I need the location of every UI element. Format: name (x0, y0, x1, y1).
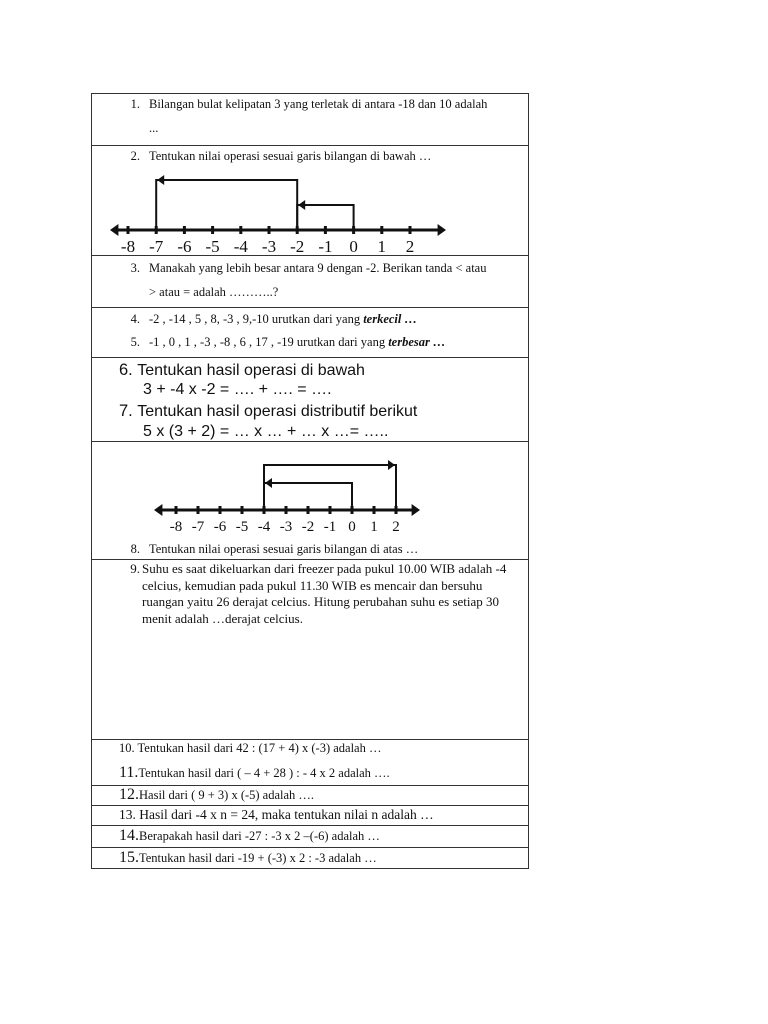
tick-label: 0 (349, 237, 358, 254)
question-10 (119, 740, 381, 756)
question-2 (116, 148, 431, 164)
operation-arrowhead (157, 175, 164, 185)
question-row-14 (91, 825, 529, 847)
question-12 (119, 787, 314, 803)
question-4 (116, 311, 417, 327)
axis-arrow-left (154, 504, 162, 516)
number-line-diagram-2 (150, 457, 425, 539)
question-9-number: 9. (130, 561, 140, 576)
tick-label: -7 (149, 237, 164, 254)
number-line-diagram-1 (106, 172, 451, 254)
question-text: Tentukan nilai operasi sesuai garis bilangan di atas … (149, 542, 419, 556)
question-number: 1. (130, 97, 140, 111)
question-1 (116, 96, 487, 112)
question-5 (116, 334, 446, 350)
axis-arrow-right (412, 504, 420, 516)
axis-arrow-right (438, 224, 446, 236)
question-text: Berapakah hasil dari -27 : -3 x 2 –(-6) adalah … (139, 829, 380, 843)
tick-label: 1 (370, 519, 378, 535)
question-number: 14. (119, 827, 139, 844)
question-row-15 (91, 847, 529, 869)
tick-label: -1 (318, 237, 333, 254)
question-emphasis: terkecil … (363, 312, 418, 326)
tick-label: -8 (120, 237, 136, 254)
question-emphasis: terbesar … (388, 335, 446, 349)
question-text: Manakah yang lebih besar antara 9 dengan -2. Berikan tanda < atau (149, 261, 487, 275)
question-9-text: Suhu es saat dikeluarkan dari freezer pada pukul 10.00 WIB adalah -4 celcius, kemudian pada pukul 11.30 WIB es mencair dan bersuhu ruangan yaitu 26 derajat celcius. Hitung perubahan suhu es setiap 30 menit adalah …derajat celcius. (142, 561, 507, 626)
tick-label: -6 (213, 519, 227, 535)
question-11 (119, 765, 390, 781)
question-text: -1 , 0 , 1 , -3 , -8 , 6 , 17 , -19 urutkan dari yang (149, 335, 389, 349)
question-text: -2 , -14 , 5 , 8, -3 , 9,-10 urutkan dari yang (149, 312, 364, 326)
question-text: Tentukan hasil dari -19 + (-3) x 2 : -3 adalah … (139, 851, 377, 865)
question-7-expression: 5 x (3 + 2) = … x … + … x …= ….. (143, 423, 389, 440)
tick-label: 2 (392, 519, 400, 535)
question-13 (119, 807, 434, 823)
operation-arrowhead (298, 200, 305, 210)
tick-label: 2 (405, 237, 415, 254)
question-6 (119, 360, 365, 381)
question-row-3 (91, 255, 529, 307)
tick-label: -3 (279, 519, 293, 535)
operation-arrowhead (265, 478, 272, 488)
question-number: 4. (130, 312, 140, 326)
tick-label: 0 (348, 519, 356, 535)
question-number: 10. (119, 741, 135, 755)
tick-label: -2 (301, 519, 315, 535)
question-text: Tentukan hasil operasi distributif berikut (137, 403, 418, 420)
question-number: 2. (130, 149, 140, 163)
tick-label: -5 (235, 519, 249, 535)
question-1-continuation: ... (149, 121, 159, 135)
question-3-continuation: > atau = adalah ………..? (149, 285, 279, 299)
question-row-8 (91, 441, 529, 559)
question-number: 11. (119, 764, 139, 781)
question-row-1 (91, 93, 529, 145)
worksheet-table (91, 93, 529, 869)
question-6-expression: 3 + -4 x -2 = …. + …. = …. (143, 381, 332, 398)
question-number: 15. (119, 849, 139, 866)
question-row-12 (91, 785, 529, 805)
question-row-2 (91, 145, 529, 255)
tick-label: -5 (205, 237, 220, 254)
question-row-13 (91, 805, 529, 825)
question-number: 3. (130, 261, 140, 275)
question-number: 7. (119, 402, 133, 420)
question-text: Tentukan hasil dari ( – 4 + 28 ) : - 4 x 2 adalah …. (138, 766, 390, 780)
tick-label: -7 (191, 519, 205, 535)
question-row-9 (91, 559, 529, 739)
operation-arrow (264, 483, 352, 510)
question-text: Hasil dari ( 9 + 3) x (-5) adalah …. (139, 788, 315, 802)
question-text: Bilangan bulat kelipatan 3 yang terletak di antara -18 dan 10 adalah (149, 97, 488, 111)
question-text: Tentukan hasil operasi di bawah (137, 362, 365, 379)
question-text: Hasil dari -4 x n = 24, maka tentukan nilai n adalah … (139, 807, 434, 822)
question-row-10-11 (91, 739, 529, 785)
question-row-4-5 (91, 307, 529, 357)
question-7 (119, 401, 417, 422)
tick-label: 1 (377, 237, 387, 254)
operation-arrow (264, 465, 396, 510)
operation-arrowhead (388, 460, 395, 470)
axis-arrow-left (110, 224, 118, 236)
tick-label: -3 (261, 237, 277, 254)
tick-label: -2 (290, 237, 305, 254)
tick-label: -8 (169, 519, 183, 535)
question-3 (116, 260, 486, 276)
question-number: 6. (119, 361, 133, 379)
question-14 (119, 828, 380, 844)
operation-arrow (156, 180, 297, 230)
tick-label: -1 (323, 519, 337, 535)
tick-label: -4 (257, 519, 271, 535)
question-number: 8. (130, 542, 140, 556)
tick-label: -6 (177, 237, 192, 254)
tick-label: -4 (233, 237, 248, 254)
question-text: Tentukan hasil dari 42 : (17 + 4) x (-3) adalah … (137, 741, 382, 755)
question-number: 5. (130, 335, 140, 349)
question-15 (119, 850, 377, 866)
question-row-6-7 (91, 357, 529, 441)
question-number: 13. (119, 807, 136, 822)
question-8 (116, 541, 418, 557)
question-text: Tentukan nilai operasi sesuai garis bilangan di bawah … (149, 149, 432, 163)
question-number: 12. (119, 786, 139, 803)
